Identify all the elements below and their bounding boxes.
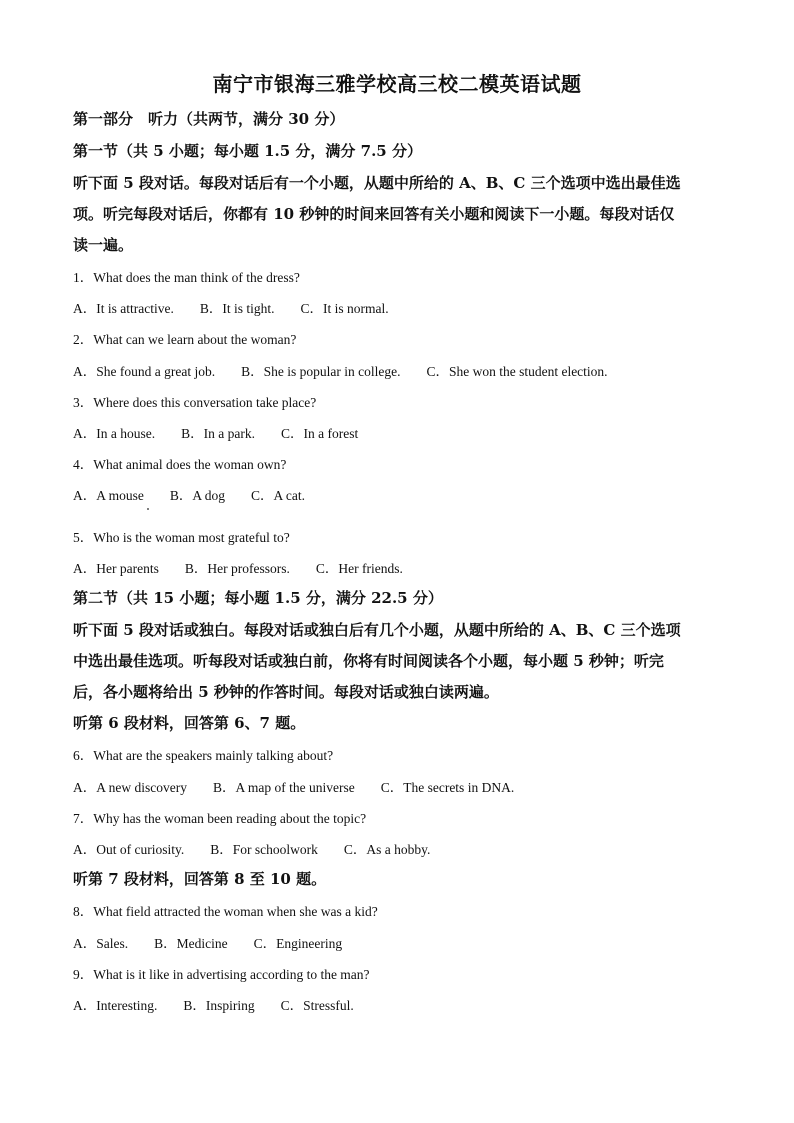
option-b: B．Her professors. [184, 561, 290, 576]
question-8: 8．What field attracted the woman when she was a kid? [73, 904, 378, 919]
option-a: A．A new discovery [73, 780, 187, 795]
option-b: B．Medicine [154, 936, 228, 951]
page-title: 南宁市银海三雅学校高三校二模英语试题 [212, 72, 582, 96]
option-c: C．The secrets in DNA. [380, 780, 515, 795]
option-b: B．A dog [169, 488, 226, 503]
stray-dot [147, 508, 149, 510]
question-9: 9．What is it like in advertising according to the man? [73, 967, 370, 982]
option-b: B．Inspiring [183, 998, 255, 1013]
question-1: 1．What does the man think of the dress? [73, 270, 300, 285]
question-6-options [73, 776, 514, 796]
question-8-options [73, 932, 342, 952]
question-6: 6．What are the speakers mainly talking about? [73, 748, 334, 763]
option-a: A．Sales. [73, 936, 129, 951]
question-2-options [73, 360, 608, 380]
option-c: C．Her friends. [315, 561, 403, 576]
option-c: C．Engineering [253, 936, 343, 951]
option-b: B．It is tight. [199, 301, 275, 316]
option-a: A．A mouse [73, 488, 144, 503]
question-7: 7．Why has the woman been reading about the topic? [73, 811, 367, 826]
option-a: A．It is attractive. [73, 301, 174, 316]
question-5: 5．Who is the woman most grateful to? [73, 530, 290, 545]
question-1-options [73, 297, 389, 317]
material-7-heading: 听第 7 段材料，回答第 8 至 10 题。 [73, 870, 327, 888]
option-c: C．A cat. [251, 488, 306, 503]
question-9-options [73, 994, 354, 1014]
part1-heading: 第一部分 听力（共两节，满分 30 分） [73, 110, 345, 128]
section1-heading: 第一节（共 5 小题；每小题 1.5 分，满分 7.5 分） [73, 142, 422, 160]
option-c: C．Stressful. [280, 998, 354, 1013]
option-c: C．In a forest [280, 426, 359, 441]
option-a: A．She found a great job. [73, 364, 216, 379]
question-3-options [73, 422, 358, 442]
option-b: B．A map of the universe [212, 780, 355, 795]
option-a: A．Her parents [73, 561, 159, 576]
option-c: C．As a hobby. [343, 842, 431, 857]
section1-instruction-line: 项。听完每段对话后，你都有 10 秒钟的时间来回答有关小题和阅读下一小题。每段对话仅 [73, 205, 675, 223]
question-3: 3．Where does this conversation take place? [73, 395, 317, 410]
option-c: C．She won the student election. [426, 364, 608, 379]
section2-heading: 第二节（共 15 小题；每小题 1.5 分，满分 22.5 分） [73, 589, 443, 607]
option-a: A．Out of curiosity. [73, 842, 185, 857]
section2-instruction-line: 听下面 5 段对话或独白。每段对话或独白后有几个小题，从题中所给的 A、B、C 三个选项 [73, 621, 681, 639]
material-6-heading: 听第 6 段材料，回答第 6、7 题。 [73, 714, 306, 732]
option-b: B．For schoolwork [210, 842, 318, 857]
question-2: 2．What can we learn about the woman? [73, 332, 297, 347]
option-b: B．She is popular in college. [241, 364, 401, 379]
section1-instruction-line: 读一遍。 [73, 236, 134, 254]
option-a: A．In a house. [73, 426, 156, 441]
question-4: 4．What animal does the woman own? [73, 457, 287, 472]
section2-instruction-line: 后，各小题将给出 5 秒钟的作答时间。每段对话或独白读两遍。 [73, 683, 499, 701]
option-c: C．It is normal. [300, 301, 389, 316]
section2-instruction-line: 中选出最佳选项。听每段对话或独白前，你将有时间阅读各个小题，每小题 5 秒钟；听完 [73, 652, 664, 670]
question-7-options [73, 838, 430, 858]
option-a: A．Interesting. [73, 998, 158, 1013]
section1-instruction-line: 听下面 5 段对话。每段对话后有一个小题，从题中所给的 A、B、C 三个选项中选出最佳选 [73, 174, 681, 192]
question-5-options [73, 557, 403, 577]
option-b: B．In a park. [181, 426, 255, 441]
question-4-options [73, 484, 305, 504]
